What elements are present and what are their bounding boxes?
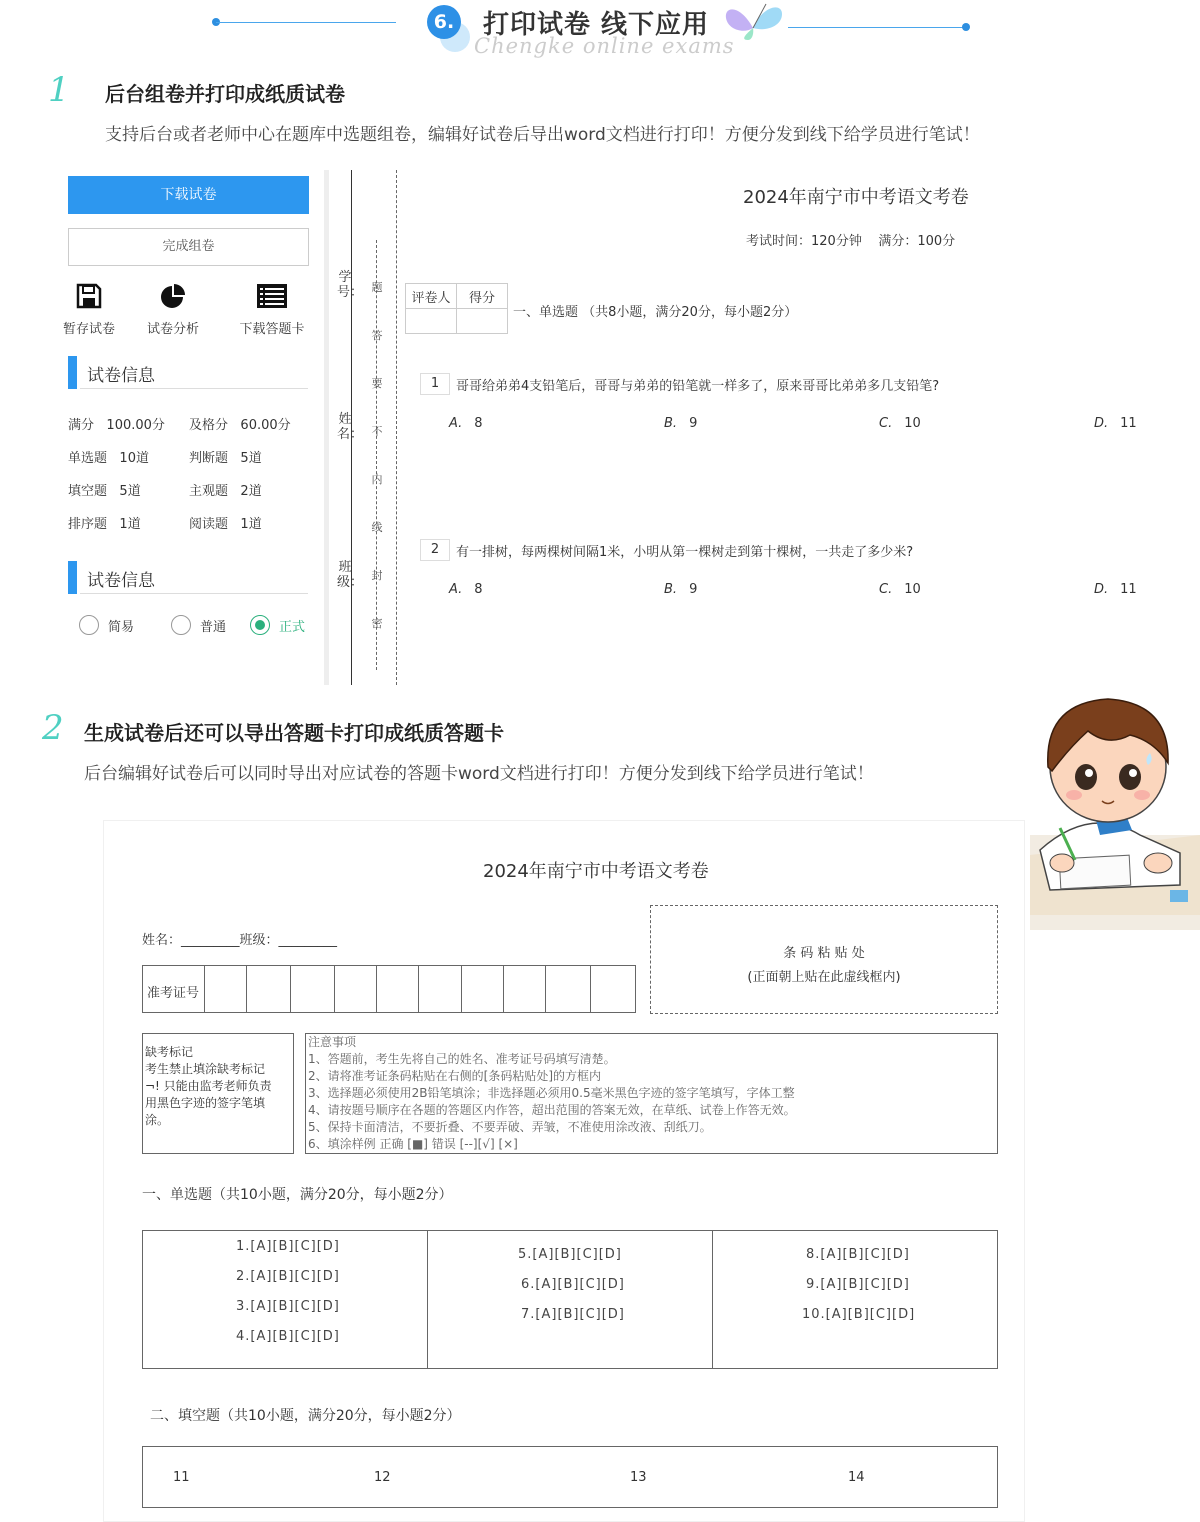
binding-class: 班级： [337, 560, 364, 590]
option-d: D. 11 [1094, 582, 1137, 597]
absent-mark-text: 缺考标记 考生禁止填涂缺考标记 ¬! 只能由监考老师负责 用黑色字迹的签字笔填 涂。 [145, 1045, 272, 1127]
answer-bubble-row: 4.[A][B][C][D] [236, 1329, 340, 1344]
section2-description: 后台编辑好试卷后可以同时导出对应试卷的答题卡word文档进行打印！方便分发到线下给学员进行笔试！ [84, 764, 874, 784]
answer-bubble-row: 10.[A][B][C][D] [802, 1307, 916, 1322]
student-illustration [1030, 685, 1200, 930]
section2-title: 生成试卷后还可以导出答题卡打印成纸质答题卡 [84, 721, 504, 745]
exam-number-cell [590, 966, 591, 1012]
name-class-field: 姓名：_________班级：_________ [142, 933, 338, 948]
info-pass-score: 及格分 60.00分 [189, 418, 291, 433]
level-title-bar [68, 561, 77, 594]
download-paper-button[interactable]: 下载试卷 [68, 176, 309, 214]
exam-number-cell [246, 966, 247, 1012]
notes-line: 注意事项 [308, 1035, 357, 1049]
level-divider [80, 593, 308, 594]
fill-blank-section-title: 二、填空题（共10小题，满分20分，每小题2分） [150, 1408, 461, 1424]
sheet-title: 2024年南宁市中考语文考卷 [483, 861, 709, 882]
save-paper-tool[interactable] [58, 282, 120, 337]
header-title: 打印试卷 线下应用 [483, 10, 710, 40]
option-a: A. 8 [449, 582, 483, 597]
level-formal-radio[interactable] [250, 615, 270, 635]
butterfly-icon [720, 0, 786, 42]
notes-line: 1、答题前，考生先将自己的姓名、准考证号码填写清楚。 [308, 1052, 616, 1066]
seal-char: 密 [371, 617, 383, 630]
section2-number: 2 [42, 708, 64, 748]
exam-number-cell [204, 966, 205, 1012]
exam-number-cell [290, 966, 291, 1012]
seal-char: 不 [371, 425, 383, 438]
notes-line: 3、选择题必须使用2B铅笔填涂；非选择题必须用0.5毫米黑色字迹的签字笔填写，字体工整 [308, 1086, 795, 1100]
level-formal-label[interactable]: 正式 [279, 620, 306, 635]
paper-section-title: 一、单选题 （共8小题，满分20分，每小题2分） [513, 305, 798, 320]
exam-number-label: 准考证号 [147, 986, 200, 1001]
info-fill-blank: 填空题 5道 [68, 484, 141, 499]
binding-name: 姓名： [337, 412, 364, 442]
paper-analysis-tool[interactable] [142, 282, 204, 337]
header-line-left [216, 22, 396, 23]
finish-paper-button[interactable]: 完成组卷 [68, 228, 309, 266]
header-subtitle: Chengke online exams [474, 34, 735, 58]
exam-number-cell [418, 966, 419, 1012]
exam-number-cell [334, 966, 335, 1012]
answer-bubble-row: 1.[A][B][C][D] [236, 1239, 340, 1254]
answer-bubble-row: 5.[A][B][C][D] [518, 1247, 622, 1262]
question-number: 1 [420, 373, 450, 395]
fill-blank-grid [142, 1446, 998, 1508]
answer-bubble-row: 2.[A][B][C][D] [236, 1269, 340, 1284]
level-normal-label[interactable]: 普通 [200, 620, 227, 635]
level-normal-radio[interactable] [171, 615, 191, 635]
seal-char: 内 [371, 473, 383, 486]
exam-number-cell [461, 966, 462, 1012]
option-c: C. 10 [879, 582, 921, 597]
grader-label: 评卷人 [406, 284, 457, 309]
save-icon [75, 282, 103, 310]
exam-number-grid [142, 965, 636, 1013]
answer-bubble-row: 3.[A][B][C][D] [236, 1299, 340, 1314]
answer-bubble-row: 9.[A][B][C][D] [806, 1277, 910, 1292]
exam-number-cell [376, 966, 377, 1012]
info-reading: 阅读题 1道 [189, 517, 262, 532]
binding-dash-right [396, 170, 397, 685]
info-title-bar [68, 356, 77, 389]
info-subjective: 主观题 2道 [189, 484, 262, 499]
question-text: 哥哥给弟弟4支铅笔后，哥哥与弟弟的铅笔就一样多了，原来哥哥比弟弟多几支铅笔? [456, 379, 940, 394]
fill-blank-number: 12 [374, 1470, 391, 1485]
info-full-score: 满分 100.00分 [68, 418, 165, 433]
header-line-right [788, 27, 964, 28]
paper-meta: 考试时间：120分钟 满分：100分 [746, 234, 956, 249]
seal-char: 要 [371, 377, 383, 390]
binding-student-no: 学号： [337, 270, 364, 300]
barcode-area [650, 905, 998, 1014]
fill-blank-number: 14 [848, 1470, 865, 1485]
info-divider [80, 388, 308, 389]
notes-line: 2、请将准考证条码粘贴在右侧的[条码粘贴处]的方框内 [308, 1069, 602, 1083]
level-easy-radio[interactable] [79, 615, 99, 635]
info-single-choice: 单选题 10道 [68, 451, 149, 466]
answer-bubble-row: 8.[A][B][C][D] [806, 1247, 910, 1262]
option-c: C. 10 [879, 416, 921, 431]
answer-grid-divider [427, 1231, 428, 1368]
score-table [405, 283, 508, 334]
info-true-false: 判断题 5道 [189, 451, 262, 466]
option-b: B. 9 [664, 416, 698, 431]
answer-bubble-row: 7.[A][B][C][D] [521, 1307, 625, 1322]
list-icon [255, 282, 289, 310]
fill-blank-number: 11 [173, 1470, 190, 1485]
paper-analysis-label: 试卷分析 [146, 322, 199, 337]
answer-bubble-row: 6.[A][B][C][D] [521, 1277, 625, 1292]
binding-dash-left [376, 240, 377, 670]
barcode-note: (正面朝上贴在此虚线框内) [747, 970, 901, 985]
option-a: A. 8 [449, 416, 483, 431]
grader-cell [406, 309, 457, 334]
barcode-title: 条 码 粘 贴 处 [783, 946, 865, 961]
paper-level-title: 试卷信息 [87, 571, 155, 591]
seal-char: 线 [371, 521, 383, 534]
single-choice-section-title: 一、单选题（共10小题，满分20分，每小题2分） [142, 1187, 453, 1203]
info-ordering: 排序题 1道 [68, 517, 141, 532]
score-label: 得分 [457, 284, 508, 309]
exam-number-cell [545, 966, 546, 1012]
pie-chart-icon [159, 282, 187, 310]
section1-number: 1 [48, 70, 70, 110]
absent-mark-box [142, 1033, 294, 1154]
download-answer-card-tool[interactable] [234, 282, 310, 337]
download-answer-card-label: 下载答题卡 [239, 322, 305, 337]
exam-number-cell [503, 966, 504, 1012]
save-paper-label: 暂存试卷 [62, 322, 115, 337]
panel-separator [324, 170, 329, 685]
seal-char: 封 [371, 569, 383, 582]
section1-description: 支持后台或者老师中心在题库中选题组卷，编辑好试卷后导出word文档进行打印！方便分发到线下给学员进行笔试！ [105, 125, 980, 145]
seal-char: 答 [371, 329, 383, 342]
notes-line: 5、保持卡面清洁，不要折叠、不要弄破、弄皱，不准使用涂改液、刮纸刀。 [308, 1120, 712, 1134]
notes-line: 6、填涂样例 正确 [■] 错误 [--][√] [×] [308, 1137, 518, 1151]
question-number: 2 [420, 539, 450, 561]
score-cell [457, 309, 508, 334]
notes-line: 4、请按题号顺序在各题的答题区内作答，超出范围的答案无效，在草纸、试卷上作答无效。 [308, 1103, 796, 1117]
option-d: D. 11 [1094, 416, 1137, 431]
level-easy-label[interactable]: 简易 [108, 620, 135, 635]
paper-title: 2024年南宁市中考语文考卷 [743, 187, 969, 208]
seal-char: 题 [371, 281, 383, 294]
section1-title: 后台组卷并打印成纸质试卷 [105, 82, 345, 106]
question-text: 有一排树，每两棵树间隔1米，小明从第一棵树走到第十棵树，一共走了多少米? [456, 545, 914, 560]
notes-box [305, 1033, 998, 1154]
header-number: 6. [427, 5, 461, 39]
answer-grid-divider [712, 1231, 713, 1368]
option-b: B. 9 [664, 582, 698, 597]
fill-blank-number: 13 [630, 1470, 647, 1485]
header-dot-right [962, 23, 970, 31]
paper-info-title: 试卷信息 [87, 366, 155, 386]
